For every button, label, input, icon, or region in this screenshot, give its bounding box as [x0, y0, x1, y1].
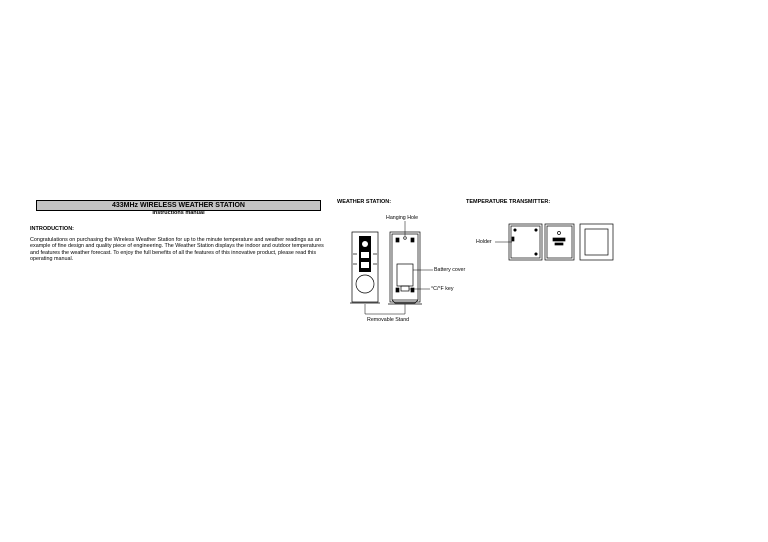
transmitter-side	[545, 224, 574, 260]
battery-cover-label: Battery cover	[434, 267, 466, 273]
weather-station-back	[388, 232, 422, 304]
introduction-heading: INTRODUCTION:	[30, 226, 74, 232]
introduction-paragraph: Congratulations on purchasing the Wireless Weather Station for up to the minute temperature and weather readings as an example of fine design and quality piece of engineering. The Weather Station displays the indoor and outdoor temperatures and features the weather forecast. To enjoy the full benefits of all the features of this innovative product, please read this operating manual.	[30, 237, 324, 263]
transmitter-front	[580, 224, 613, 260]
transmitter-back	[509, 224, 542, 260]
weather-station-heading: WEATHER STATION:	[337, 199, 392, 205]
holder-label: Holder	[476, 239, 492, 245]
document-subtitle: Instructions manual	[152, 210, 205, 216]
weather-station-front	[350, 232, 380, 303]
hanging-hole-label: Hanging Hole	[386, 215, 419, 221]
document-title: 433MHz WIRELESS WEATHER STATION	[36, 200, 321, 211]
transmitter-heading: TEMPERATURE TRANSMITTER:	[466, 199, 551, 205]
cf-key-label: °C/°F key	[431, 286, 454, 292]
removable-stand-label: Removable Stand	[367, 317, 410, 323]
